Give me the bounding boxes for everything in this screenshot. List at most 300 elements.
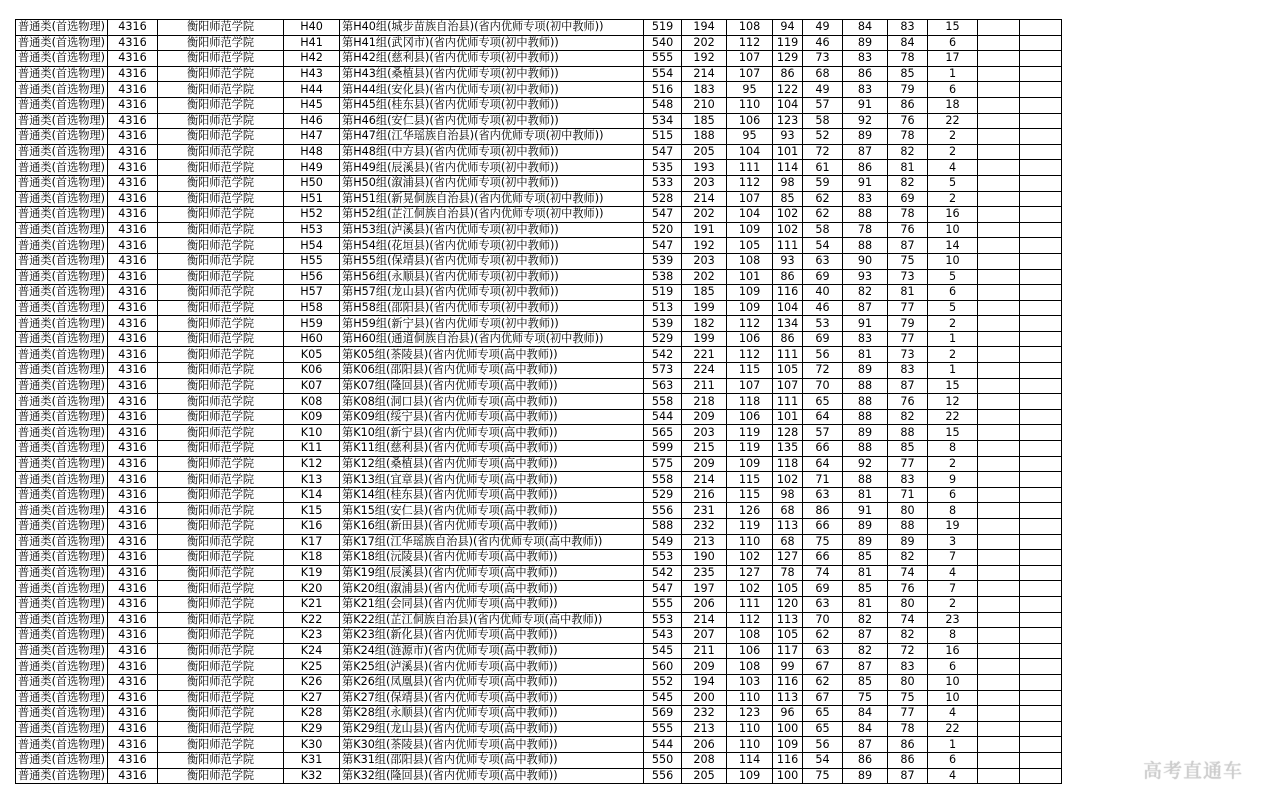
elective-1-score-cell: 81 xyxy=(843,596,888,612)
total-score-cell: 513 xyxy=(644,300,682,316)
category-cell: 普通类(首选物理) xyxy=(16,659,108,675)
empty-cell xyxy=(1020,659,1062,675)
math-score-cell: 109 xyxy=(727,456,773,472)
empty-cell xyxy=(1020,768,1062,784)
math-score-cell: 108 xyxy=(727,20,773,36)
category-cell: 普通类(首选物理) xyxy=(16,175,108,191)
foreign-language-score-cell: 85 xyxy=(773,191,803,207)
total-score-cell: 519 xyxy=(644,20,682,36)
category-cell: 普通类(首选物理) xyxy=(16,409,108,425)
empty-cell xyxy=(978,129,1020,145)
institution-name-cell: 衡阳师范学院 xyxy=(158,565,284,581)
chinese-score-cell: 185 xyxy=(682,285,727,301)
group-code-cell: H41 xyxy=(284,35,340,51)
foreign-language-score-cell: 86 xyxy=(773,331,803,347)
institution-name-cell: 衡阳师范学院 xyxy=(158,347,284,363)
foreign-language-score-cell: 122 xyxy=(773,82,803,98)
category-cell: 普通类(首选物理) xyxy=(16,472,108,488)
institution-name-cell: 衡阳师范学院 xyxy=(158,191,284,207)
total-score-cell: 540 xyxy=(644,35,682,51)
table-row xyxy=(16,82,1062,98)
chinese-score-cell: 232 xyxy=(682,519,727,535)
group-name-cell: 第H41组(武冈市)(省内优师专项(初中教师)) xyxy=(340,35,644,51)
math-score-cell: 105 xyxy=(727,238,773,254)
chinese-score-cell: 205 xyxy=(682,144,727,160)
physics-score-cell: 67 xyxy=(803,659,843,675)
total-score-cell: 539 xyxy=(644,253,682,269)
institution-code-cell: 4316 xyxy=(108,285,158,301)
elective-2-score-cell: 82 xyxy=(888,409,928,425)
rank-count-cell: 5 xyxy=(928,300,978,316)
math-score-cell: 112 xyxy=(727,175,773,191)
foreign-language-score-cell: 104 xyxy=(773,300,803,316)
physics-score-cell: 40 xyxy=(803,285,843,301)
empty-cell xyxy=(1020,238,1062,254)
elective-1-score-cell: 89 xyxy=(843,129,888,145)
elective-1-score-cell: 81 xyxy=(843,487,888,503)
foreign-language-score-cell: 134 xyxy=(773,316,803,332)
elective-1-score-cell: 82 xyxy=(843,612,888,628)
elective-1-score-cell: 81 xyxy=(843,347,888,363)
math-score-cell: 103 xyxy=(727,674,773,690)
math-score-cell: 106 xyxy=(727,643,773,659)
empty-cell xyxy=(1020,690,1062,706)
empty-cell xyxy=(1020,456,1062,472)
elective-1-score-cell: 92 xyxy=(843,113,888,129)
empty-cell xyxy=(1020,752,1062,768)
elective-2-score-cell: 83 xyxy=(888,363,928,379)
institution-name-cell: 衡阳师范学院 xyxy=(158,253,284,269)
total-score-cell: 553 xyxy=(644,550,682,566)
group-name-cell: 第H55组(保靖县)(省内优师专项(初中教师)) xyxy=(340,253,644,269)
physics-score-cell: 66 xyxy=(803,550,843,566)
chinese-score-cell: 200 xyxy=(682,690,727,706)
group-name-cell: 第K25组(泸溪县)(省内优师专项(高中教师)) xyxy=(340,659,644,675)
chinese-score-cell: 221 xyxy=(682,347,727,363)
group-code-cell: K10 xyxy=(284,425,340,441)
table-row xyxy=(16,409,1062,425)
elective-2-score-cell: 82 xyxy=(888,175,928,191)
physics-score-cell: 58 xyxy=(803,222,843,238)
table-row xyxy=(16,207,1062,223)
rank-count-cell: 2 xyxy=(928,316,978,332)
category-cell: 普通类(首选物理) xyxy=(16,347,108,363)
rank-count-cell: 2 xyxy=(928,129,978,145)
institution-name-cell: 衡阳师范学院 xyxy=(158,534,284,550)
institution-code-cell: 4316 xyxy=(108,534,158,550)
rank-count-cell: 23 xyxy=(928,612,978,628)
empty-cell xyxy=(978,253,1020,269)
category-cell: 普通类(首选物理) xyxy=(16,207,108,223)
elective-1-score-cell: 87 xyxy=(843,737,888,753)
chinese-score-cell: 210 xyxy=(682,97,727,113)
institution-name-cell: 衡阳师范学院 xyxy=(158,674,284,690)
empty-cell xyxy=(1020,160,1062,176)
rank-count-cell: 4 xyxy=(928,160,978,176)
elective-2-score-cell: 73 xyxy=(888,269,928,285)
group-name-cell: 第K31组(邵阳县)(省内优师专项(高中教师)) xyxy=(340,752,644,768)
table-row xyxy=(16,238,1062,254)
total-score-cell: 547 xyxy=(644,144,682,160)
physics-score-cell: 56 xyxy=(803,737,843,753)
empty-cell xyxy=(978,191,1020,207)
group-name-cell: 第H57组(龙山县)(省内优师专项(初中教师)) xyxy=(340,285,644,301)
empty-cell xyxy=(978,378,1020,394)
group-code-cell: K24 xyxy=(284,643,340,659)
math-score-cell: 95 xyxy=(727,129,773,145)
rank-count-cell: 6 xyxy=(928,659,978,675)
institution-name-cell: 衡阳师范学院 xyxy=(158,238,284,254)
elective-2-score-cell: 87 xyxy=(888,768,928,784)
table-row xyxy=(16,394,1062,410)
math-score-cell: 110 xyxy=(727,97,773,113)
group-code-cell: H43 xyxy=(284,66,340,82)
foreign-language-score-cell: 111 xyxy=(773,238,803,254)
rank-count-cell: 2 xyxy=(928,191,978,207)
physics-score-cell: 71 xyxy=(803,472,843,488)
math-score-cell: 123 xyxy=(727,706,773,722)
institution-code-cell: 4316 xyxy=(108,690,158,706)
chinese-score-cell: 231 xyxy=(682,503,727,519)
empty-cell xyxy=(978,456,1020,472)
group-code-cell: K27 xyxy=(284,690,340,706)
table-row xyxy=(16,768,1062,784)
rank-count-cell: 19 xyxy=(928,519,978,535)
table-row xyxy=(16,269,1062,285)
institution-name-cell: 衡阳师范学院 xyxy=(158,612,284,628)
total-score-cell: 547 xyxy=(644,207,682,223)
foreign-language-score-cell: 102 xyxy=(773,222,803,238)
physics-score-cell: 72 xyxy=(803,144,843,160)
institution-name-cell: 衡阳师范学院 xyxy=(158,378,284,394)
physics-score-cell: 56 xyxy=(803,347,843,363)
empty-cell xyxy=(978,503,1020,519)
table-row xyxy=(16,674,1062,690)
institution-name-cell: 衡阳师范学院 xyxy=(158,144,284,160)
rank-count-cell: 5 xyxy=(928,175,978,191)
rank-count-cell: 15 xyxy=(928,425,978,441)
institution-code-cell: 4316 xyxy=(108,191,158,207)
elective-2-score-cell: 82 xyxy=(888,628,928,644)
group-name-cell: 第K14组(桂东县)(省内优师专项(高中教师)) xyxy=(340,487,644,503)
physics-score-cell: 59 xyxy=(803,175,843,191)
rank-count-cell: 2 xyxy=(928,144,978,160)
math-score-cell: 111 xyxy=(727,596,773,612)
math-score-cell: 110 xyxy=(727,534,773,550)
empty-cell xyxy=(978,66,1020,82)
math-score-cell: 112 xyxy=(727,612,773,628)
institution-name-cell: 衡阳师范学院 xyxy=(158,472,284,488)
empty-cell xyxy=(978,581,1020,597)
math-score-cell: 119 xyxy=(727,425,773,441)
math-score-cell: 115 xyxy=(727,472,773,488)
institution-name-cell: 衡阳师范学院 xyxy=(158,300,284,316)
group-name-cell: 第K15组(安仁县)(省内优师专项(高中教师)) xyxy=(340,503,644,519)
elective-2-score-cell: 86 xyxy=(888,737,928,753)
math-score-cell: 119 xyxy=(727,441,773,457)
chinese-score-cell: 203 xyxy=(682,175,727,191)
foreign-language-score-cell: 113 xyxy=(773,519,803,535)
institution-name-cell: 衡阳师范学院 xyxy=(158,160,284,176)
foreign-language-score-cell: 98 xyxy=(773,175,803,191)
table-row xyxy=(16,144,1062,160)
empty-cell xyxy=(978,331,1020,347)
group-code-cell: H51 xyxy=(284,191,340,207)
group-code-cell: K13 xyxy=(284,472,340,488)
group-name-cell: 第H42组(慈利县)(省内优师专项(初中教师)) xyxy=(340,51,644,67)
empty-cell xyxy=(1020,425,1062,441)
elective-1-score-cell: 92 xyxy=(843,456,888,472)
foreign-language-score-cell: 100 xyxy=(773,721,803,737)
physics-score-cell: 62 xyxy=(803,628,843,644)
elective-1-score-cell: 87 xyxy=(843,628,888,644)
elective-2-score-cell: 82 xyxy=(888,550,928,566)
empty-cell xyxy=(1020,363,1062,379)
group-name-cell: 第K24组(涟源市)(省内优师专项(高中教师)) xyxy=(340,643,644,659)
group-code-cell: K25 xyxy=(284,659,340,675)
group-name-cell: 第H46组(安仁县)(省内优师专项(初中教师)) xyxy=(340,113,644,129)
institution-code-cell: 4316 xyxy=(108,300,158,316)
empty-cell xyxy=(1020,643,1062,659)
institution-code-cell: 4316 xyxy=(108,768,158,784)
institution-name-cell: 衡阳师范学院 xyxy=(158,269,284,285)
institution-name-cell: 衡阳师范学院 xyxy=(158,519,284,535)
table-row xyxy=(16,721,1062,737)
foreign-language-score-cell: 119 xyxy=(773,35,803,51)
rank-count-cell: 4 xyxy=(928,768,978,784)
elective-2-score-cell: 78 xyxy=(888,721,928,737)
rank-count-cell: 10 xyxy=(928,690,978,706)
category-cell: 普通类(首选物理) xyxy=(16,144,108,160)
math-score-cell: 127 xyxy=(727,565,773,581)
total-score-cell: 547 xyxy=(644,238,682,254)
foreign-language-score-cell: 98 xyxy=(773,487,803,503)
empty-cell xyxy=(1020,487,1062,503)
institution-name-cell: 衡阳师范学院 xyxy=(158,20,284,36)
category-cell: 普通类(首选物理) xyxy=(16,596,108,612)
elective-2-score-cell: 80 xyxy=(888,674,928,690)
table-row xyxy=(16,534,1062,550)
institution-code-cell: 4316 xyxy=(108,472,158,488)
empty-cell xyxy=(978,316,1020,332)
chinese-score-cell: 214 xyxy=(682,472,727,488)
table-row xyxy=(16,113,1062,129)
category-cell: 普通类(首选物理) xyxy=(16,20,108,36)
institution-name-cell: 衡阳师范学院 xyxy=(158,331,284,347)
group-code-cell: K09 xyxy=(284,409,340,425)
institution-code-cell: 4316 xyxy=(108,550,158,566)
empty-cell xyxy=(978,487,1020,503)
math-score-cell: 118 xyxy=(727,394,773,410)
group-name-cell: 第H48组(中方县)(省内优师专项(初中教师)) xyxy=(340,144,644,160)
elective-2-score-cell: 85 xyxy=(888,66,928,82)
total-score-cell: 573 xyxy=(644,363,682,379)
total-score-cell: 529 xyxy=(644,331,682,347)
foreign-language-score-cell: 135 xyxy=(773,441,803,457)
elective-2-score-cell: 76 xyxy=(888,113,928,129)
total-score-cell: 535 xyxy=(644,160,682,176)
group-name-cell: 第K13组(宜章县)(省内优师专项(高中教师)) xyxy=(340,472,644,488)
physics-score-cell: 66 xyxy=(803,519,843,535)
group-name-cell: 第H52组(芷江侗族自治县)(省内优师专项(初中教师)) xyxy=(340,207,644,223)
table-row xyxy=(16,285,1062,301)
foreign-language-score-cell: 105 xyxy=(773,363,803,379)
table-row xyxy=(16,35,1062,51)
chinese-score-cell: 209 xyxy=(682,659,727,675)
elective-1-score-cell: 83 xyxy=(843,51,888,67)
elective-2-score-cell: 86 xyxy=(888,752,928,768)
group-code-cell: H55 xyxy=(284,253,340,269)
math-score-cell: 101 xyxy=(727,269,773,285)
physics-score-cell: 65 xyxy=(803,394,843,410)
empty-cell xyxy=(978,300,1020,316)
empty-cell xyxy=(978,425,1020,441)
foreign-language-score-cell: 101 xyxy=(773,409,803,425)
institution-code-cell: 4316 xyxy=(108,721,158,737)
physics-score-cell: 72 xyxy=(803,363,843,379)
group-name-cell: 第K12组(桑植县)(省内优师专项(高中教师)) xyxy=(340,456,644,472)
physics-score-cell: 54 xyxy=(803,238,843,254)
table-row xyxy=(16,175,1062,191)
empty-cell xyxy=(1020,581,1062,597)
category-cell: 普通类(首选物理) xyxy=(16,519,108,535)
table-row xyxy=(16,300,1062,316)
category-cell: 普通类(首选物理) xyxy=(16,534,108,550)
rank-count-cell: 8 xyxy=(928,441,978,457)
empty-cell xyxy=(1020,331,1062,347)
empty-cell xyxy=(978,659,1020,675)
institution-code-cell: 4316 xyxy=(108,113,158,129)
elective-2-score-cell: 75 xyxy=(888,690,928,706)
physics-score-cell: 49 xyxy=(803,82,843,98)
elective-1-score-cell: 85 xyxy=(843,550,888,566)
foreign-language-score-cell: 111 xyxy=(773,347,803,363)
rank-count-cell: 16 xyxy=(928,643,978,659)
rank-count-cell: 2 xyxy=(928,596,978,612)
group-name-cell: 第H45组(桂东县)(省内优师专项(初中教师)) xyxy=(340,97,644,113)
empty-cell xyxy=(978,472,1020,488)
group-code-cell: K07 xyxy=(284,378,340,394)
table-row xyxy=(16,129,1062,145)
foreign-language-score-cell: 120 xyxy=(773,596,803,612)
elective-1-score-cell: 84 xyxy=(843,721,888,737)
chinese-score-cell: 182 xyxy=(682,316,727,332)
category-cell: 普通类(首选物理) xyxy=(16,628,108,644)
physics-score-cell: 64 xyxy=(803,456,843,472)
group-code-cell: K16 xyxy=(284,519,340,535)
foreign-language-score-cell: 113 xyxy=(773,612,803,628)
institution-name-cell: 衡阳师范学院 xyxy=(158,113,284,129)
foreign-language-score-cell: 68 xyxy=(773,503,803,519)
empty-cell xyxy=(1020,144,1062,160)
physics-score-cell: 70 xyxy=(803,378,843,394)
institution-code-cell: 4316 xyxy=(108,51,158,67)
foreign-language-score-cell: 109 xyxy=(773,737,803,753)
institution-code-cell: 4316 xyxy=(108,129,158,145)
elective-2-score-cell: 78 xyxy=(888,51,928,67)
physics-score-cell: 64 xyxy=(803,409,843,425)
table-row xyxy=(16,66,1062,82)
table-row xyxy=(16,472,1062,488)
physics-score-cell: 63 xyxy=(803,253,843,269)
math-score-cell: 106 xyxy=(727,409,773,425)
math-score-cell: 108 xyxy=(727,659,773,675)
empty-cell xyxy=(1020,596,1062,612)
group-name-cell: 第K29组(龙山县)(省内优师专项(高中教师)) xyxy=(340,721,644,737)
foreign-language-score-cell: 86 xyxy=(773,66,803,82)
institution-name-cell: 衡阳师范学院 xyxy=(158,659,284,675)
chinese-score-cell: 214 xyxy=(682,612,727,628)
elective-2-score-cell: 89 xyxy=(888,534,928,550)
elective-1-score-cell: 93 xyxy=(843,269,888,285)
rank-count-cell: 10 xyxy=(928,253,978,269)
empty-cell xyxy=(978,175,1020,191)
empty-cell xyxy=(1020,129,1062,145)
foreign-language-score-cell: 68 xyxy=(773,534,803,550)
foreign-language-score-cell: 94 xyxy=(773,20,803,36)
elective-1-score-cell: 89 xyxy=(843,519,888,535)
elective-1-score-cell: 86 xyxy=(843,66,888,82)
institution-code-cell: 4316 xyxy=(108,20,158,36)
institution-code-cell: 4316 xyxy=(108,66,158,82)
chinese-score-cell: 205 xyxy=(682,768,727,784)
group-name-cell: 第K11组(慈利县)(省内优师专项(高中教师)) xyxy=(340,441,644,457)
foreign-language-score-cell: 107 xyxy=(773,378,803,394)
table-row xyxy=(16,456,1062,472)
category-cell: 普通类(首选物理) xyxy=(16,643,108,659)
elective-1-score-cell: 88 xyxy=(843,409,888,425)
chinese-score-cell: 235 xyxy=(682,565,727,581)
institution-code-cell: 4316 xyxy=(108,643,158,659)
math-score-cell: 107 xyxy=(727,51,773,67)
group-name-cell: 第H58组(邵阳县)(省内优师专项(初中教师)) xyxy=(340,300,644,316)
empty-cell xyxy=(1020,721,1062,737)
chinese-score-cell: 199 xyxy=(682,331,727,347)
group-code-cell: H52 xyxy=(284,207,340,223)
physics-score-cell: 69 xyxy=(803,581,843,597)
total-score-cell: 563 xyxy=(644,378,682,394)
institution-name-cell: 衡阳师范学院 xyxy=(158,35,284,51)
category-cell: 普通类(首选物理) xyxy=(16,82,108,98)
table-row xyxy=(16,20,1062,36)
chinese-score-cell: 213 xyxy=(682,534,727,550)
table-row xyxy=(16,363,1062,379)
group-name-cell: 第H59组(新宁县)(省内优师专项(初中教师)) xyxy=(340,316,644,332)
institution-code-cell: 4316 xyxy=(108,331,158,347)
empty-cell xyxy=(1020,534,1062,550)
total-score-cell: 544 xyxy=(644,409,682,425)
institution-name-cell: 衡阳师范学院 xyxy=(158,643,284,659)
physics-score-cell: 68 xyxy=(803,66,843,82)
rank-count-cell: 4 xyxy=(928,565,978,581)
group-name-cell: 第K16组(新田县)(省内优师专项(高中教师)) xyxy=(340,519,644,535)
group-name-cell: 第H60组(通道侗族自治县)(省内优师专项(初中教师)) xyxy=(340,331,644,347)
empty-cell xyxy=(1020,316,1062,332)
group-name-cell: 第K05组(茶陵县)(省内优师专项(高中教师)) xyxy=(340,347,644,363)
physics-score-cell: 86 xyxy=(803,503,843,519)
institution-name-cell: 衡阳师范学院 xyxy=(158,441,284,457)
institution-name-cell: 衡阳师范学院 xyxy=(158,487,284,503)
empty-cell xyxy=(978,51,1020,67)
rank-count-cell: 22 xyxy=(928,113,978,129)
category-cell: 普通类(首选物理) xyxy=(16,752,108,768)
group-code-cell: K23 xyxy=(284,628,340,644)
institution-name-cell: 衡阳师范学院 xyxy=(158,628,284,644)
physics-score-cell: 62 xyxy=(803,674,843,690)
rank-count-cell: 22 xyxy=(928,721,978,737)
physics-score-cell: 65 xyxy=(803,721,843,737)
empty-cell xyxy=(978,596,1020,612)
